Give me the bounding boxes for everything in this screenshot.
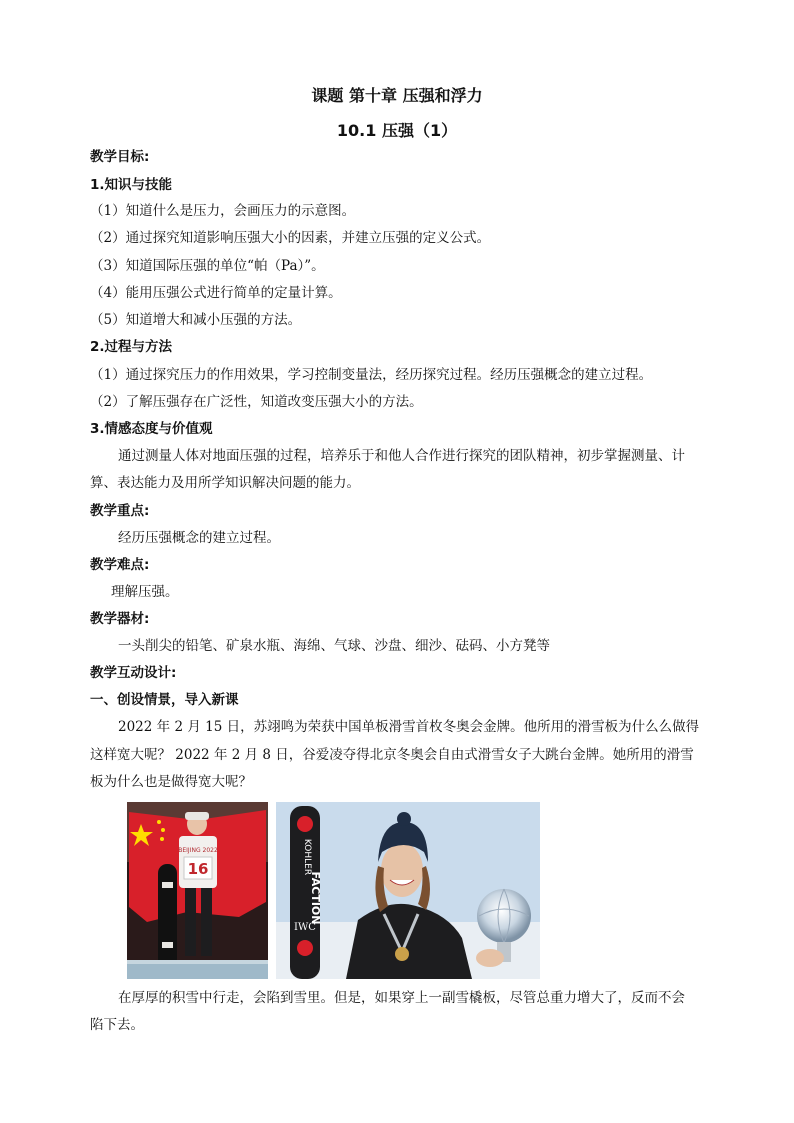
lesson-title: 10.1 压强（1） bbox=[336, 121, 458, 140]
skier-illustration bbox=[276, 802, 540, 979]
chapter-title: 课题 第十章 压强和浮力 bbox=[311, 86, 483, 105]
interactive-heading: 教学互动设计: bbox=[90, 665, 177, 681]
process-item-1: （1）通过探究压力的作用效果，学习控制变量法，经历探究过程。经历压强概念的建立过程。 bbox=[90, 367, 653, 383]
knowledge-heading: 1.知识与技能 bbox=[90, 177, 173, 193]
attitude-line-2: 算、表达能力及用所学知识解决问题的能力。 bbox=[90, 475, 360, 491]
section1-line-3: 板为什么也是做得宽大呢？ bbox=[90, 774, 252, 790]
ski-brand: IWC bbox=[294, 922, 316, 933]
section1-heading: 一、创设情景，导入新课 bbox=[90, 692, 239, 708]
skier-photo bbox=[276, 802, 540, 979]
knowledge-item-1: （1）知道什么是压力，会画压力的示意图。 bbox=[90, 203, 356, 219]
equipment-text: 一头削尖的铅笔、矿泉水瓶、海绵、气球、沙盘、细沙、砝码、小方凳等 bbox=[118, 638, 550, 654]
key-point-heading: 教学重点: bbox=[90, 503, 150, 519]
knowledge-item-3: （3）知道国际压强的单位“帕（Pa）”。 bbox=[90, 258, 325, 274]
knowledge-item-5: （5）知道增大和减小压强的方法。 bbox=[90, 312, 302, 328]
knowledge-item-4: （4）能用压强公式进行简单的定量计算。 bbox=[90, 285, 342, 301]
ski-text: FACTION bbox=[309, 871, 322, 925]
knowledge-item-2: （2）通过探究知道影响压强大小的因素，并建立压强的定义公式。 bbox=[90, 230, 491, 246]
attitude-heading: 3.情感态度与价值观 bbox=[90, 421, 213, 437]
difficulty-heading: 教学难点: bbox=[90, 557, 150, 573]
process-heading: 2.过程与方法 bbox=[90, 339, 173, 355]
bib-number: 16 bbox=[187, 860, 209, 878]
section1-after-line-1: 在厚厚的积雪中行走，会陷到雪里。但是，如果穿上一副雪橇板，尽管总重力增大了，反而不会 bbox=[118, 990, 685, 1006]
snowboarder-photo bbox=[127, 802, 268, 979]
section1-line-1: 2022 年 2 月 15 日，苏翊鸣为荣获中国单板滑雪首枚冬奥会金牌。他所用的滑雪板为什么么做得 bbox=[118, 719, 700, 735]
process-item-2: （2）了解压强存在广泛性，知道改变压强大小的方法。 bbox=[90, 394, 423, 410]
section1-line-2: 这样宽大呢？ 2022 年 2 月 8 日，谷爱凌夺得北京冬奥会自由式滑雪女子大跳台金牌。她所用的滑雪 bbox=[90, 747, 694, 763]
attitude-line-1: 通过测量人体对地面压强的过程，培养乐于和他人合作进行探究的团队精神，初步掌握测量、计 bbox=[118, 448, 685, 464]
key-point-text: 经历压强概念的建立过程。 bbox=[118, 530, 280, 546]
difficulty-text: 理解压强。 bbox=[111, 584, 179, 600]
section1-after-line-2: 陷下去。 bbox=[90, 1017, 144, 1033]
equipment-heading: 教学器材: bbox=[90, 611, 150, 627]
snowboarder-illustration bbox=[127, 802, 268, 979]
ski-label: KOHLER bbox=[302, 838, 312, 876]
bib-banner-text: BEIJING 2022 bbox=[178, 847, 218, 854]
objectives-heading: 教学目标: bbox=[90, 149, 150, 165]
